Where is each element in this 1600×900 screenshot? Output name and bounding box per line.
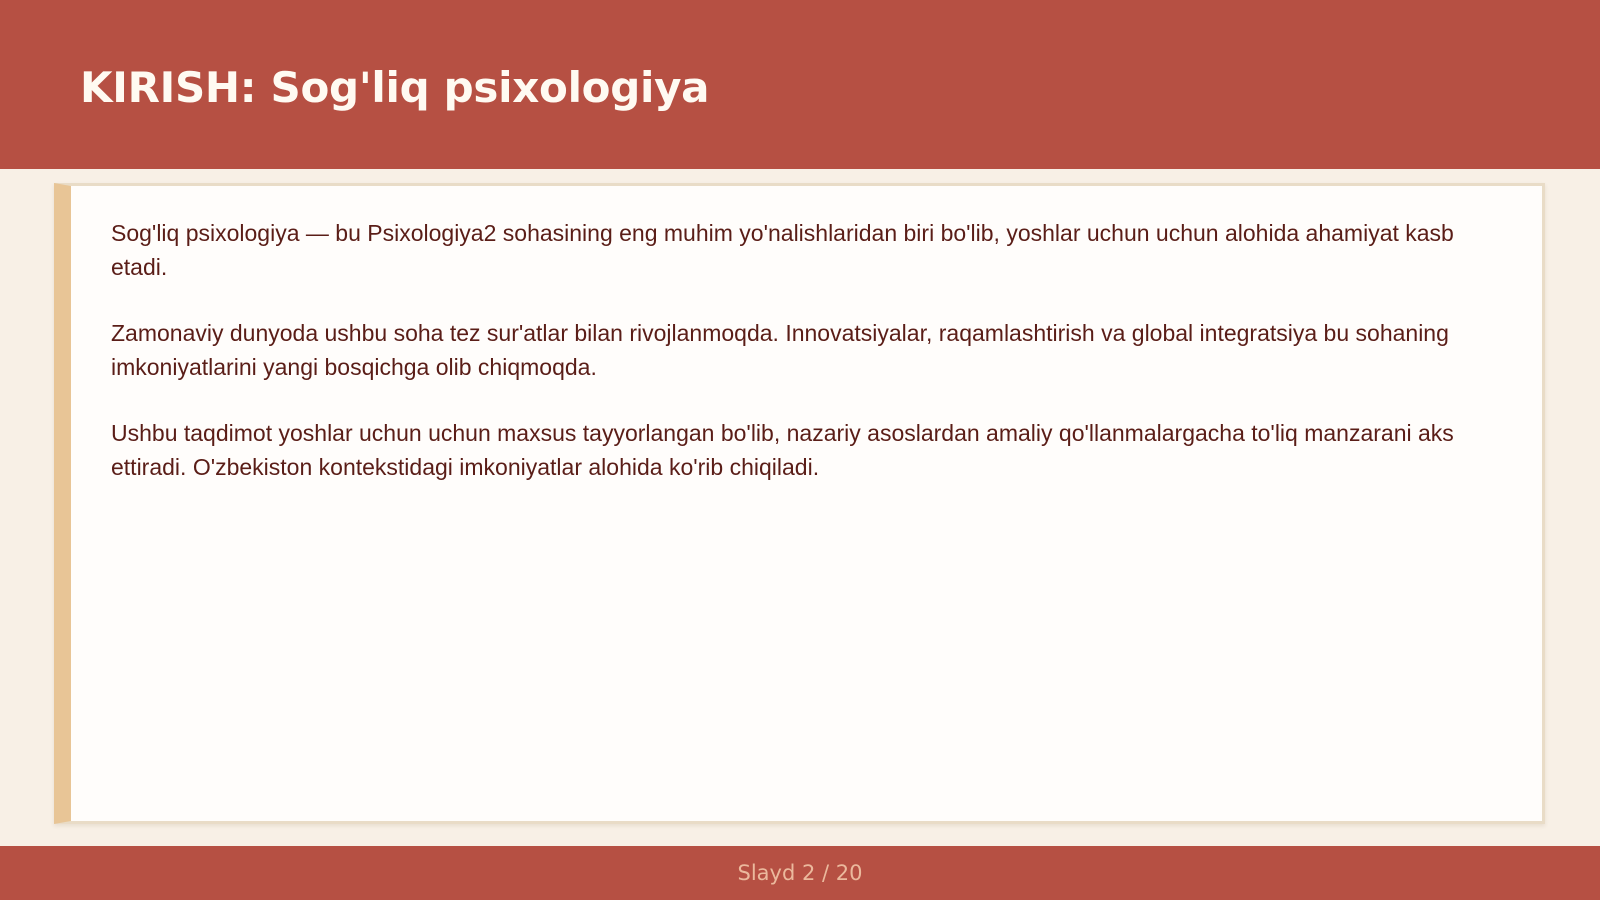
slide-footer — [0, 846, 1600, 900]
content-body — [111, 216, 1491, 516]
paragraph-intro: Sog'liq psixologiya — bu Psixologiya2 sohasining eng muhim yo'nalishlaridan biri bo'lib, yoshlar uchun uchun alohida ahamiyat kasb etadi. — [111, 220, 1454, 280]
slide-title: KIRISH: Sog'liq psixologiya — [80, 63, 710, 112]
slide-header — [0, 0, 1600, 169]
content-card — [54, 183, 1545, 824]
paragraph-presentation: Ushbu taqdimot yoshlar uchun uchun maxsus tayyorlangan bo'lib, nazariy asoslardan amaliy qo'llanmalargacha to'liq manzarani aks ettiradi. O'zbekiston kontekstidagi imkoniyatlar alohida ko'rib chiqiladi. — [111, 420, 1454, 480]
slide-counter: Slayd 2 / 20 — [737, 861, 863, 885]
paragraph-modern-world: Zamonaviy dunyoda ushbu soha tez sur'atlar bilan rivojlanmoqda. Innovatsiyalar, raqamlashtirish va global integratsiya bu sohaning imkoniyatlarini yangi bosqichga olib chiqmoqda. — [111, 320, 1449, 380]
